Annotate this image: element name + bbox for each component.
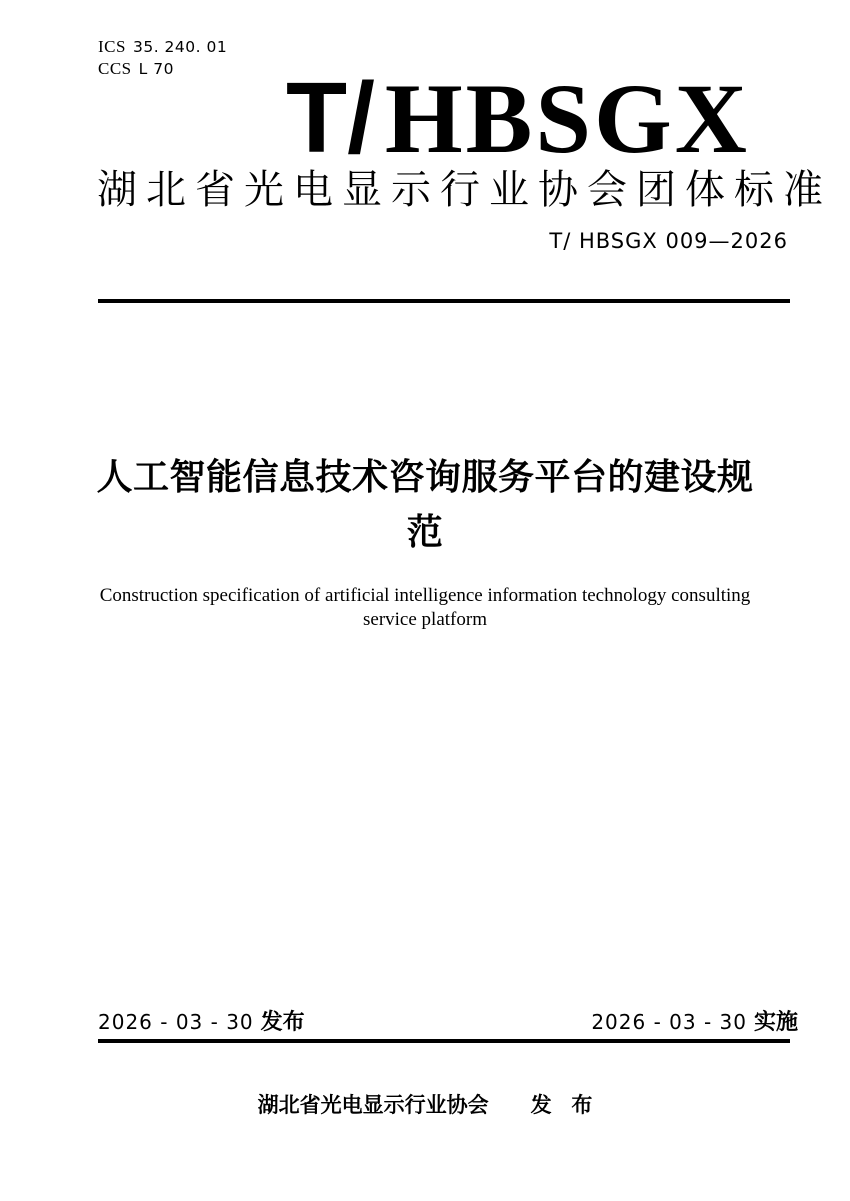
issue-date-block — [98, 1005, 305, 1036]
implementation-date-block — [591, 1005, 798, 1036]
ics-label: ICS — [98, 37, 126, 56]
ics-code-row — [98, 36, 227, 58]
footer-divider-rule — [98, 1039, 790, 1043]
logo-prefix: T/ — [286, 62, 375, 174]
issue-date: 2026 - 03 - 30 — [98, 1010, 254, 1034]
publisher-name: 湖北省光电显示行业协会 — [257, 1094, 489, 1117]
release-label: 发 布 — [530, 1094, 593, 1117]
standard-title-en-line1: Construction specification of artificial intelligence information technology consulting — [99, 585, 751, 606]
ics-value: 35. 240. 01 — [132, 38, 228, 56]
ccs-code-row — [98, 58, 227, 80]
standard-title-en-line2: service platform — [363, 609, 487, 630]
header-divider-rule — [98, 299, 790, 303]
standard-logo — [286, 62, 750, 174]
ccs-label: CCS — [98, 59, 132, 78]
implementation-date: 2026 - 03 - 30 — [591, 1010, 747, 1034]
publisher-line — [0, 1089, 850, 1119]
standard-number: T/ HBSGX 009—2026 — [549, 229, 788, 253]
ccs-value: L 70 — [138, 60, 174, 78]
logo-body: HBSGX — [384, 63, 750, 174]
association-standard-banner: 湖北省光电显示行业协会团体标准 — [97, 168, 832, 212]
footer-dates-row — [98, 1005, 798, 1036]
implementation-date-label: 实施 — [753, 1009, 798, 1034]
issue-date-label: 发布 — [260, 1009, 305, 1034]
standard-title-en — [0, 584, 850, 632]
standard-title-zh: 人工智能信息技术咨询服务平台的建设规范 — [96, 456, 754, 552]
classification-codes — [98, 36, 227, 80]
